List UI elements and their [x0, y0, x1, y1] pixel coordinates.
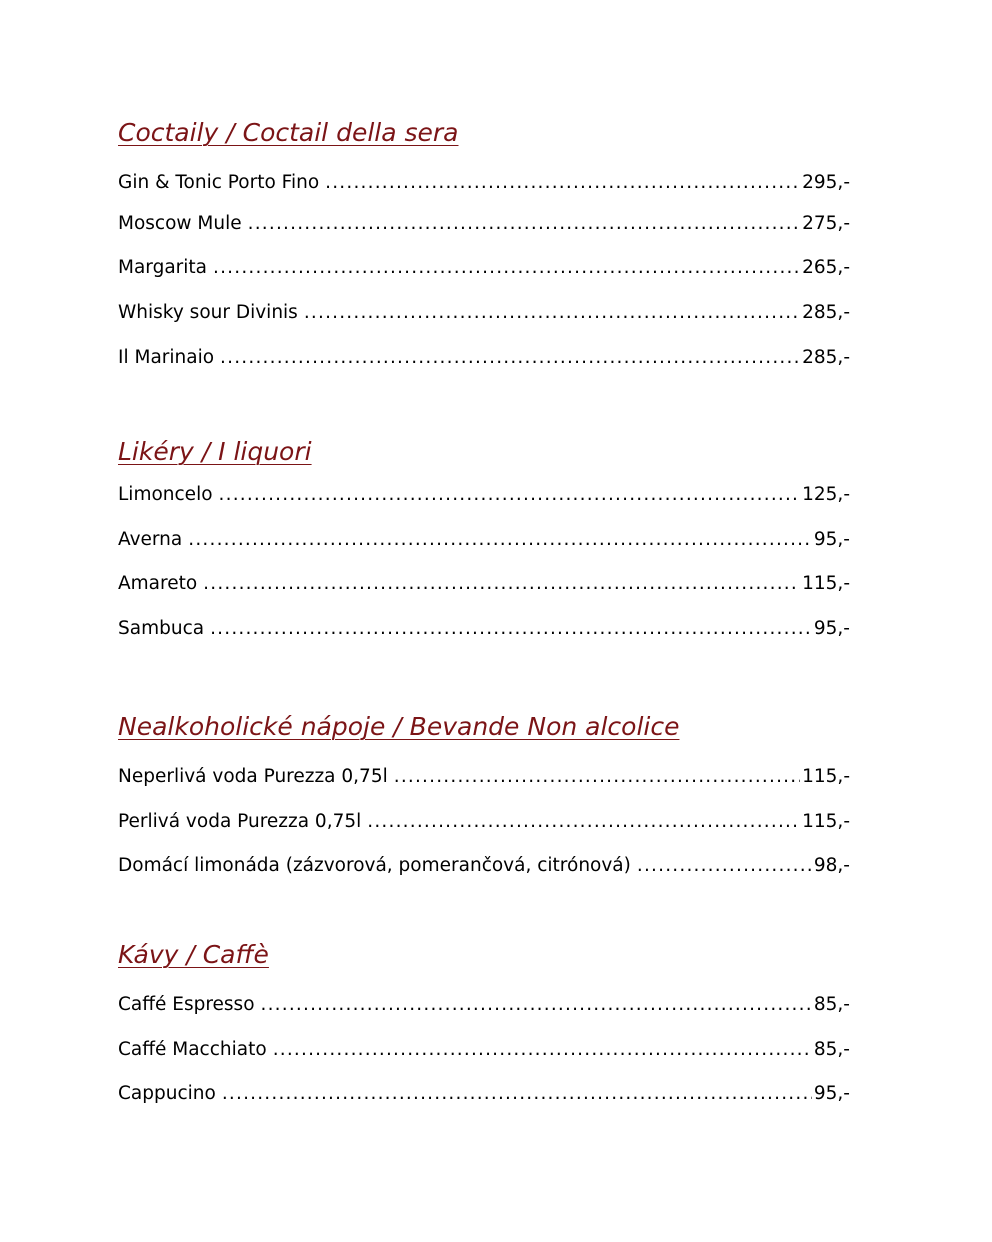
dot-leader: [213, 256, 800, 280]
item-name: Gin & Tonic Porto Fino: [118, 172, 320, 193]
menu-item-margarita: [118, 256, 850, 280]
menu-item-moscow-mule: [118, 212, 850, 236]
menu-item-macchiato: [118, 1038, 850, 1062]
item-name: Averna: [118, 529, 183, 550]
item-price: 98,-: [813, 855, 850, 876]
section-title-cocktails: Coctaily / Coctail della sera: [118, 118, 459, 147]
menu-item-espresso: [118, 993, 850, 1017]
item-name: Il Marinaio: [118, 347, 215, 368]
dot-leader: [188, 528, 812, 552]
item-price: 115,-: [802, 573, 850, 594]
menu-item-homemade-lemonade: [118, 854, 850, 878]
item-name: Caffé Espresso: [118, 994, 255, 1015]
menu-item-sambuca: [118, 617, 850, 641]
dot-leader: [367, 810, 800, 834]
item-price: 95,-: [813, 618, 850, 639]
item-name: Moscow Mule: [118, 213, 242, 234]
item-name: Perlivá voda Purezza 0,75l: [118, 811, 362, 832]
item-name: Whisky sour Divinis: [118, 302, 298, 323]
item-price: 285,-: [802, 302, 850, 323]
item-name: Cappucino: [118, 1083, 216, 1104]
item-price: 265,-: [802, 257, 850, 278]
menu-item-cappucino: [118, 1082, 850, 1106]
dot-leader: [219, 483, 801, 507]
item-name: Caffé Macchiato: [118, 1039, 267, 1060]
section-title-soft-drinks: Nealkoholické nápoje / Bevande Non alcolice: [118, 712, 680, 741]
menu-item-averna: [118, 528, 850, 552]
item-name: Amareto: [118, 573, 198, 594]
dot-leader: [210, 617, 812, 641]
item-name: Domácí limonáda (zázvorová, pomerančová, citrónová): [118, 855, 631, 876]
item-name: Margarita: [118, 257, 207, 278]
menu-item-sparkling-water: [118, 810, 850, 834]
item-price: 85,-: [813, 1039, 850, 1060]
menu-item-amareto: [118, 572, 850, 596]
item-price: 115,-: [802, 766, 850, 787]
dot-leader: [273, 1038, 812, 1062]
menu-item-gin-tonic: [118, 171, 850, 195]
item-price: 125,-: [802, 484, 850, 505]
dot-leader: [637, 854, 812, 878]
item-price: 85,-: [813, 994, 850, 1015]
dot-leader: [261, 993, 812, 1017]
item-name: Sambuca: [118, 618, 205, 639]
item-price: 95,-: [813, 1083, 850, 1104]
menu-item-il-marinaio: [118, 346, 850, 370]
item-price: 285,-: [802, 347, 850, 368]
dot-leader: [304, 301, 800, 325]
item-name: Neperlivá voda Purezza 0,75l: [118, 766, 388, 787]
section-title-coffee: Kávy / Caffè: [118, 940, 269, 969]
item-price: 295,-: [802, 172, 850, 193]
dot-leader: [222, 1082, 812, 1106]
dot-leader: [394, 765, 800, 789]
item-price: 95,-: [813, 529, 850, 550]
item-name: Limoncelo: [118, 484, 213, 505]
item-price: 115,-: [802, 811, 850, 832]
dot-leader: [220, 346, 800, 370]
menu-item-limoncelo: [118, 483, 850, 507]
menu-item-whisky-sour: [118, 301, 850, 325]
dot-leader: [325, 171, 800, 195]
item-price: 275,-: [802, 213, 850, 234]
dot-leader: [248, 212, 800, 236]
menu-item-still-water: [118, 765, 850, 789]
section-title-liquors: Likéry / I liquori: [118, 437, 312, 466]
dot-leader: [203, 572, 800, 596]
